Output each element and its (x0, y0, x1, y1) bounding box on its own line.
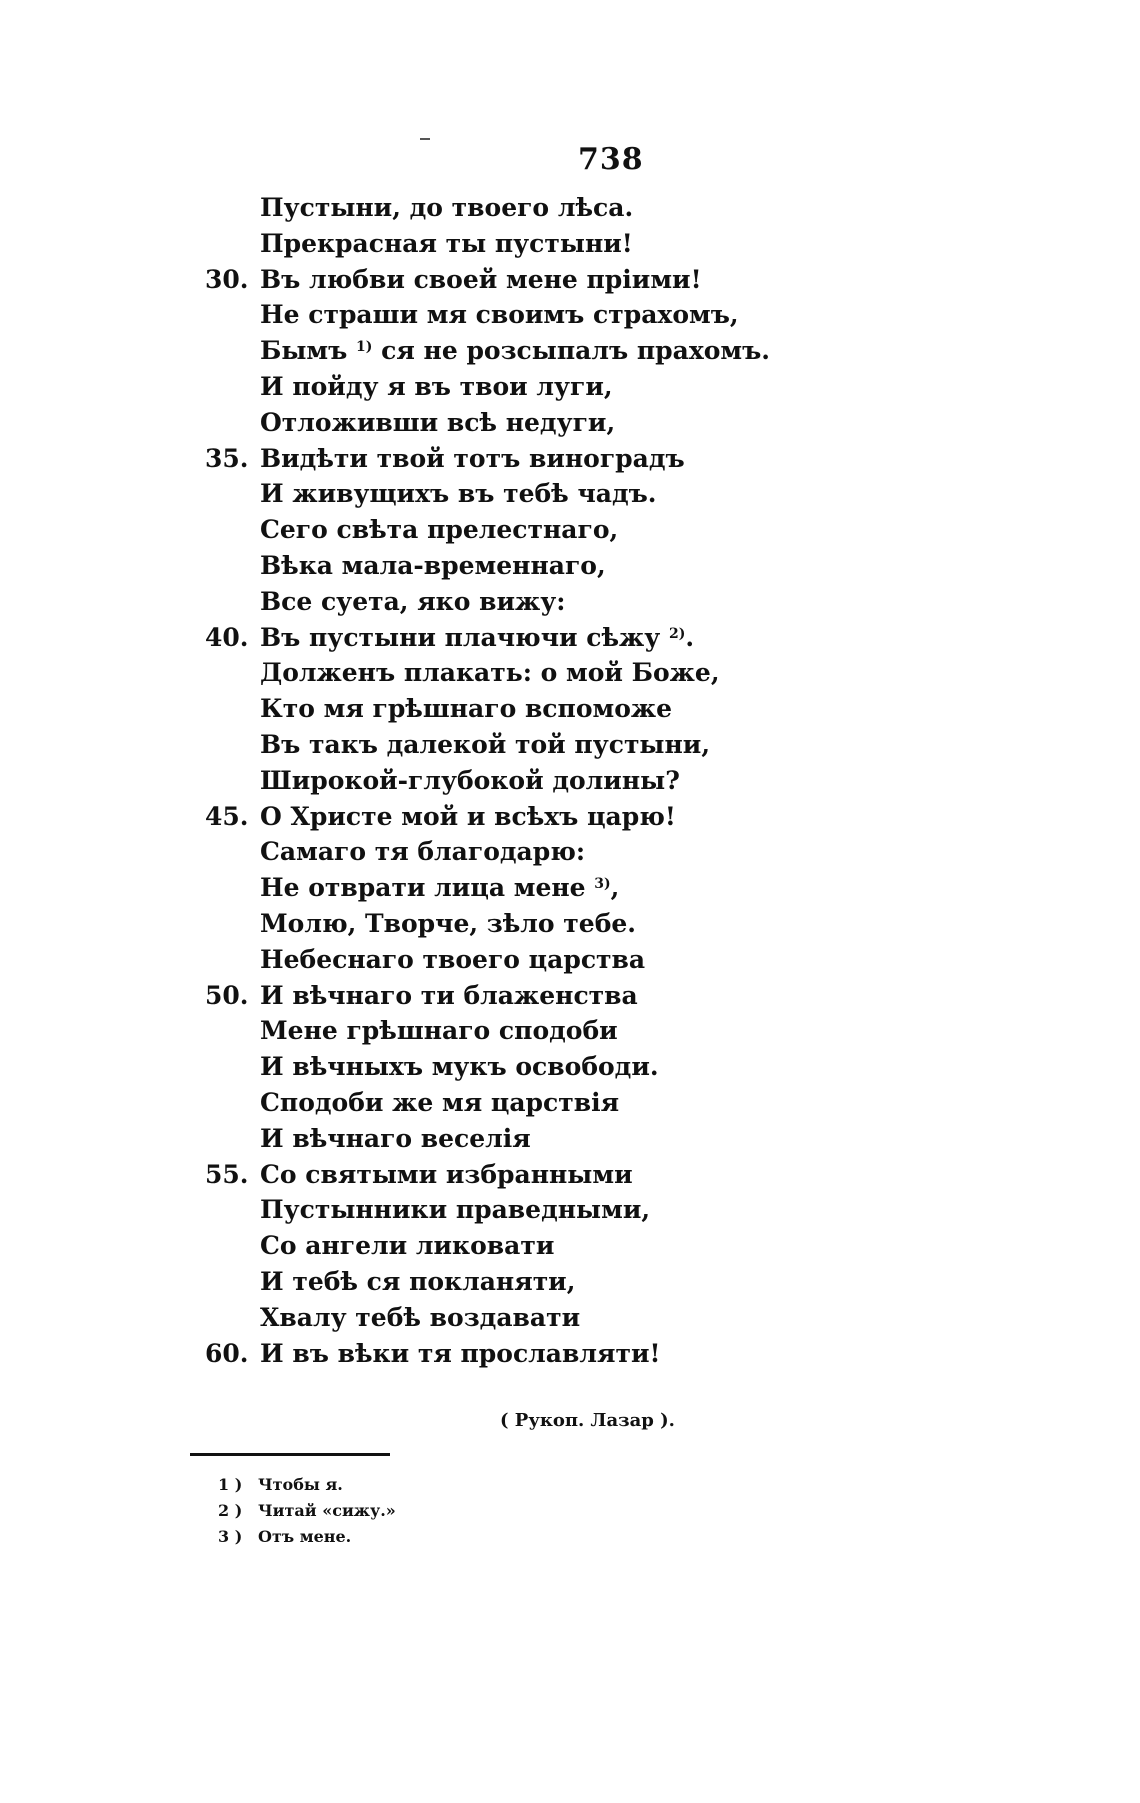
verse-line (0, 834, 1140, 870)
page-number: 738 (578, 142, 644, 177)
verse-text-main: Самаго тя благодарю: (260, 837, 586, 867)
verse-text-main: Сего свѣта прелестнаго, (260, 515, 619, 545)
verse-text (260, 1121, 531, 1157)
verse-text-main: Небеснаго твоего царства (260, 944, 646, 974)
verse-text (260, 512, 618, 548)
footnote-number: 2 ) (218, 1501, 243, 1520)
verse-text-main: Не страши мя своимъ страхомъ, (260, 300, 739, 330)
verse-number: 35. (205, 443, 249, 473)
verse-text (260, 870, 619, 911)
verse-text (260, 441, 685, 477)
verse-text (260, 1085, 619, 1121)
verse-text-main: И въ вѣки тя прославляти! (260, 1338, 661, 1368)
verse-text (260, 763, 680, 799)
verse-text (260, 620, 694, 661)
verse-text (260, 369, 613, 405)
verse-text-main: Хвалу тебѣ воздавати (260, 1302, 581, 1332)
verse-text (260, 1192, 650, 1228)
verse-text-main: Молю, Творче, зѣло тебе. (260, 908, 636, 938)
footnote-text: Отъ мене. (258, 1527, 352, 1546)
verse-line (0, 1013, 1140, 1049)
verse-line (0, 1085, 1140, 1121)
verse-line (0, 1049, 1140, 1085)
footnotes (0, 1472, 1140, 1550)
verse-line (0, 441, 1140, 477)
verse-number: 55. (205, 1159, 249, 1189)
verse-text-main: Въ пустыни плачючи сѣжу (260, 622, 661, 652)
verse-text (260, 727, 710, 763)
verse-number: 60. (205, 1338, 249, 1368)
verse-line (0, 297, 1140, 333)
verse-text-main: Въ такъ далекой той пустыни, (260, 729, 711, 759)
footnote-item (0, 1524, 1140, 1550)
verse-line (0, 978, 1140, 1014)
verse-text-main: Долженъ плакать: о мой Боже, (260, 658, 720, 688)
footnote-reference: 2) (669, 625, 686, 642)
poem-verses (0, 190, 1140, 1371)
verse-text (260, 1228, 554, 1264)
verse-text (260, 978, 638, 1014)
verse-text-main: И пойду я въ твои луги, (260, 371, 613, 401)
footnote-number: 3 ) (218, 1527, 243, 1546)
verse-text (260, 1157, 633, 1193)
footnote-item (0, 1498, 1140, 1524)
verse-line (0, 476, 1140, 512)
verse-line (0, 1157, 1140, 1193)
verse-line (0, 226, 1140, 262)
source-attribution: ( Рукоп. Лазар ). (500, 1410, 675, 1431)
verse-text (260, 262, 702, 298)
verse-text-main: Вѣка мала-временнаго, (260, 550, 606, 580)
print-mark (420, 138, 430, 140)
verse-text (260, 584, 565, 620)
footnote-reference: 1) (356, 339, 373, 356)
verse-line (0, 620, 1140, 656)
verse-line (0, 369, 1140, 405)
verse-text (260, 1264, 575, 1300)
verse-text (260, 1013, 618, 1049)
verse-text-main: Широкой-глубокой долины? (260, 765, 680, 795)
verse-text-main: И тебѣ ся покланяти, (260, 1266, 576, 1296)
verse-text-main: И вѣчнаго веселія (260, 1123, 531, 1153)
verse-text-main: Не отврати лица мене (260, 873, 586, 903)
verse-text-main: Сподоби же мя царствія (260, 1087, 620, 1117)
verse-line (0, 548, 1140, 584)
verse-line (0, 1228, 1140, 1264)
verse-text (260, 548, 606, 584)
verse-number: 50. (205, 980, 249, 1010)
verse-text-main: Со святыми избранными (260, 1159, 633, 1189)
verse-line (0, 763, 1140, 799)
verse-line (0, 727, 1140, 763)
verse-text-main: Все суета, яко вижу: (260, 586, 566, 616)
verse-line (0, 405, 1140, 441)
verse-number: 30. (205, 264, 249, 294)
verse-text-continuation: ся не розсыпалъ прахомъ. (381, 336, 770, 366)
verse-number: 45. (205, 801, 249, 831)
verse-line (0, 190, 1140, 226)
verse-text (260, 906, 636, 942)
verse-text-continuation: , (610, 873, 620, 903)
verse-text-main: Видѣти твой тотъ виноградъ (260, 443, 685, 473)
verse-text (260, 799, 676, 835)
verse-text-main: Пустынники праведными, (260, 1195, 651, 1225)
verse-line (0, 691, 1140, 727)
verse-line (0, 799, 1140, 835)
verse-text (260, 942, 645, 978)
verse-text-main: Мене грѣшнаго сподоби (260, 1016, 618, 1046)
verse-text (260, 1336, 660, 1372)
verse-text-main: И вѣчныхъ мукъ освободи. (260, 1052, 659, 1082)
verse-line (0, 1300, 1140, 1336)
verse-text-main: Отложивши всѣ недуги, (260, 407, 616, 437)
verse-text-main: Со ангели ликовати (260, 1231, 555, 1261)
verse-text-main: О Христе мой и всѣхъ царю! (260, 801, 676, 831)
verse-text (260, 333, 770, 374)
footnote-divider (190, 1453, 390, 1456)
verse-text-main: Пустыни, до твоего лѣса. (260, 193, 634, 222)
verse-line (0, 584, 1140, 620)
verse-number: 40. (205, 622, 249, 652)
footnote-text: Чтобы я. (258, 1475, 343, 1494)
verse-line (0, 333, 1140, 369)
verse-text (260, 691, 672, 727)
verse-text (260, 834, 585, 870)
verse-text (260, 476, 657, 512)
verse-line (0, 1264, 1140, 1300)
verse-line (0, 870, 1140, 906)
verse-line (0, 1192, 1140, 1228)
verse-text (260, 190, 633, 226)
verse-text-main: Бымъ (260, 336, 348, 366)
verse-line (0, 262, 1140, 298)
verse-text (260, 226, 633, 262)
verse-text-main: Кто мя грѣшнаго вспоможе (260, 694, 673, 724)
verse-text-main: И вѣчнаго ти блаженства (260, 980, 638, 1010)
verse-text-main: И живущихъ въ тебѣ чадъ. (260, 479, 657, 509)
verse-text (260, 1049, 659, 1085)
verse-text (260, 1300, 580, 1336)
verse-line (0, 655, 1140, 691)
verse-line (0, 512, 1140, 548)
verse-text-main: Прекрасная ты пустыни! (260, 228, 633, 258)
footnote-text: Читай «сижу.» (258, 1501, 396, 1520)
verse-line (0, 1121, 1140, 1157)
verse-text-main: Въ любви своей мене пріими! (260, 264, 702, 294)
verse-text-continuation: . (685, 622, 695, 652)
footnote-item (0, 1472, 1140, 1498)
verse-line (0, 942, 1140, 978)
footnote-reference: 3) (594, 876, 611, 893)
footnote-number: 1 ) (218, 1475, 243, 1494)
verse-line (0, 906, 1140, 942)
verse-text (260, 405, 615, 441)
verse-line (0, 1336, 1140, 1372)
verse-text (260, 297, 739, 333)
verse-text (260, 655, 720, 691)
